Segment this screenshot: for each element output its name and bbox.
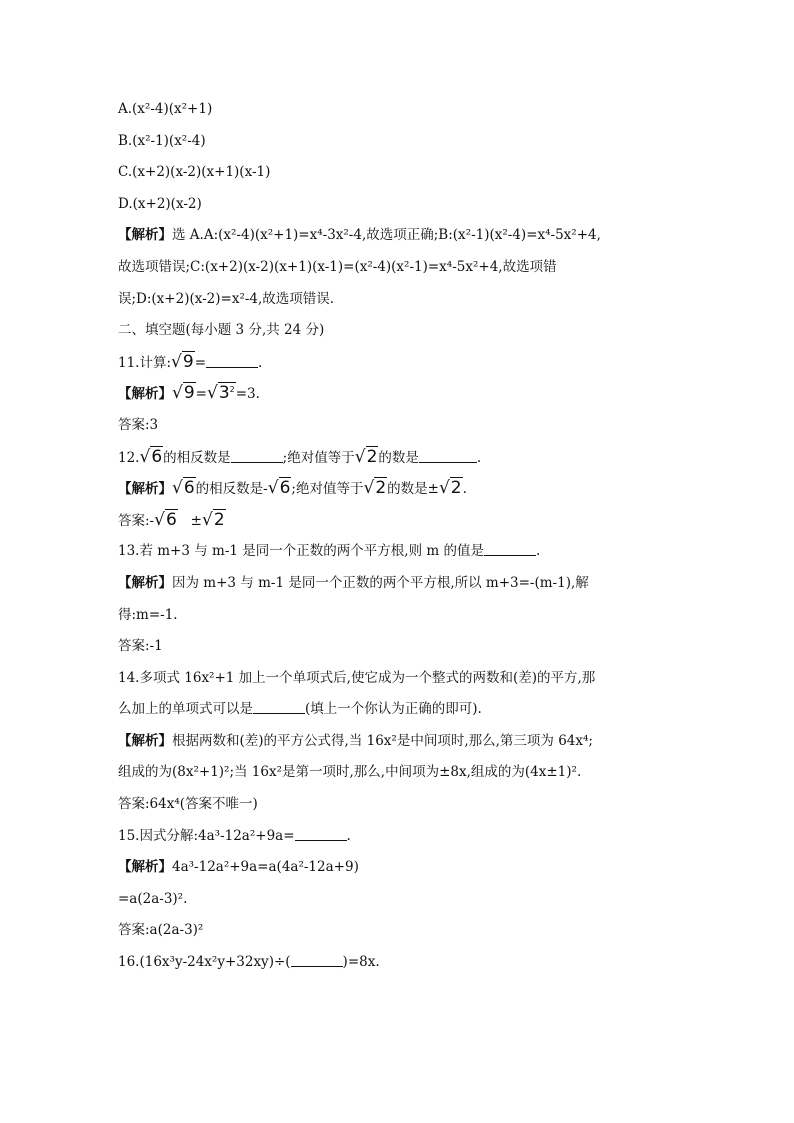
q11-prefix: 11.计算:: [118, 354, 172, 371]
analysis-text: 根据两数和(差)的平方公式得,当 16x²是中间项时,那么,第三项为 64x⁴;: [172, 732, 593, 749]
option-b: B.(x²-1)(x²-4): [118, 132, 206, 149]
sqrt-symbol: √2: [438, 478, 462, 499]
sqrt-symbol: √9: [172, 383, 195, 404]
radicand: 6: [151, 446, 163, 467]
section-heading: 二、填空题(每小题 3 分,共 24 分): [118, 322, 325, 339]
radicand: 9: [182, 351, 194, 372]
sqrt-symbol: √6: [154, 509, 177, 530]
a12-end: .: [462, 481, 467, 498]
q13-text: 13.若 m+3 与 m-1 是同一个正数的两个平方根,则 m 的值是: [118, 543, 484, 560]
a11-eq: =: [195, 386, 207, 403]
analysis-11: [118, 378, 678, 410]
radicand: 2: [375, 478, 387, 499]
sqrt-symbol: √6: [139, 446, 163, 467]
q14-tail: (填上一个你认为正确的即可).: [305, 701, 482, 718]
analysis-tag: 【解析】: [118, 386, 172, 403]
sqrt-symbol: √9: [171, 351, 194, 372]
question-12: [118, 442, 678, 474]
option-d: D.(x+2)(x-2): [118, 195, 202, 212]
analysis-tag: 【解析】: [118, 732, 172, 749]
q11-eq: =: [194, 354, 207, 371]
radicand: 6: [165, 509, 177, 530]
sqrt-symbol: √2: [201, 509, 225, 530]
answer-blank: [419, 450, 477, 463]
answer-blank: [231, 450, 283, 463]
radicand: 6: [183, 478, 195, 499]
q16-tail: )=8x.: [342, 954, 380, 971]
sqrt-symbol: √2: [363, 478, 387, 499]
a12-t3: 的数是±: [387, 481, 439, 498]
analysis-tag: 【解析】: [118, 859, 172, 876]
answer-blank: [484, 543, 536, 556]
sqrt-symbol: $√3^2$: [206, 383, 235, 404]
document-page: [118, 94, 678, 979]
q12-end: .: [476, 449, 482, 466]
radicand: 2: [213, 509, 225, 530]
analysis-15-line-1: [118, 852, 678, 884]
exponent: 2: [229, 385, 235, 395]
question-15: [118, 821, 678, 853]
analysis-10-line-2: 故选项错误;C:(x+2)(x-2)(x+1)(x-1)=(x²-4)(x²-1)=x⁴-5x²+4,故选项错: [118, 258, 557, 275]
answer-15: 答案:a(2a-3)²: [118, 922, 204, 939]
q12-mid3: 的数是: [378, 449, 419, 466]
ans12-pm: ±: [190, 512, 202, 529]
analysis-15-line-2: =a(2a-3)².: [118, 890, 188, 907]
analysis-tag: 【解析】: [118, 574, 172, 591]
ans12-prefix: 答案:-: [118, 512, 155, 529]
answer-12: [118, 505, 678, 537]
analysis-text: 4a³-12a²+9a=a(4a²-12a+9): [172, 859, 359, 876]
analysis-12: [118, 473, 678, 505]
analysis-text: 选 A.A:(x²-4)(x²+1)=x⁴-3x²-4,故选项正确;B:(x²-1)(x²-4)=x⁴-5x²+4,: [172, 227, 601, 244]
radicand: 9: [183, 383, 195, 404]
q16-text: 16.(16x³y-24x²y+32xy)÷(: [118, 954, 291, 971]
option-a: A.(x²-4)(x²+1): [118, 101, 213, 117]
answer-blank: [291, 954, 343, 967]
answer-blank: [206, 355, 258, 368]
q12-prefix: 12.: [118, 449, 140, 466]
radicand-base: 3: [218, 383, 230, 404]
q15-end: .: [346, 827, 351, 844]
analysis-14-line-1: [118, 726, 678, 758]
answer-blank: [295, 828, 347, 841]
a12-t1: 的相反数是-: [195, 481, 268, 498]
question-14-line-2: [118, 694, 678, 726]
question-14-line-1: 14.多项式 16x²+1 加上一个单项式后,使它成为一个整式的两数和(差)的平方,那: [118, 669, 596, 686]
analysis-13-line-1: [118, 568, 678, 600]
analysis-10-line-3: 误;D:(x+2)(x-2)=x²-4,故选项错误.: [118, 290, 335, 307]
sqrt-symbol: √6: [172, 478, 195, 499]
analysis-10-line-1: [118, 220, 678, 252]
q12-mid2: ;绝对值等于: [282, 449, 355, 466]
radicand: 2: [366, 446, 378, 467]
a11-tail: =3.: [235, 386, 260, 403]
question-13: [118, 536, 678, 568]
analysis-13-line-2: 得:m=-1.: [118, 606, 178, 623]
sqrt-symbol: √6: [267, 478, 291, 499]
radicand: [218, 382, 236, 403]
analysis-tag: 【解析】: [118, 481, 172, 498]
analysis-14-line-2: 组成的为(8x²+1)²;当 16x²是第一项时,那么,中间项为±8x,组成的为(4x±1)².: [118, 764, 582, 781]
radicand: 2: [450, 478, 462, 499]
q11-end: .: [258, 354, 263, 371]
a12-t2: ;绝对值等于: [291, 481, 364, 498]
q14-text: 么加上的单项式可以是: [118, 701, 253, 718]
answer-13: 答案:-1: [118, 638, 163, 655]
q13-end: .: [535, 543, 541, 560]
analysis-tag: 【解析】: [118, 227, 172, 244]
radicand: 6: [279, 478, 291, 499]
answer-blank: [253, 701, 305, 714]
q15-text: 15.因式分解:4a³-12a²+9a=: [118, 827, 295, 844]
q12-mid: 的相反数是: [163, 449, 231, 466]
answer-14: 答案:64x⁴(答案不唯一): [118, 796, 258, 813]
sqrt-symbol: √2: [354, 446, 378, 467]
answer-11: 答案:3: [118, 416, 159, 433]
question-11: [118, 347, 678, 379]
question-16: [118, 947, 678, 979]
analysis-text: 因为 m+3 与 m-1 是同一个正数的两个平方根,所以 m+3=-(m-1),解: [172, 574, 589, 591]
option-c: C.(x+2)(x-2)(x+1)(x-1): [118, 164, 271, 181]
